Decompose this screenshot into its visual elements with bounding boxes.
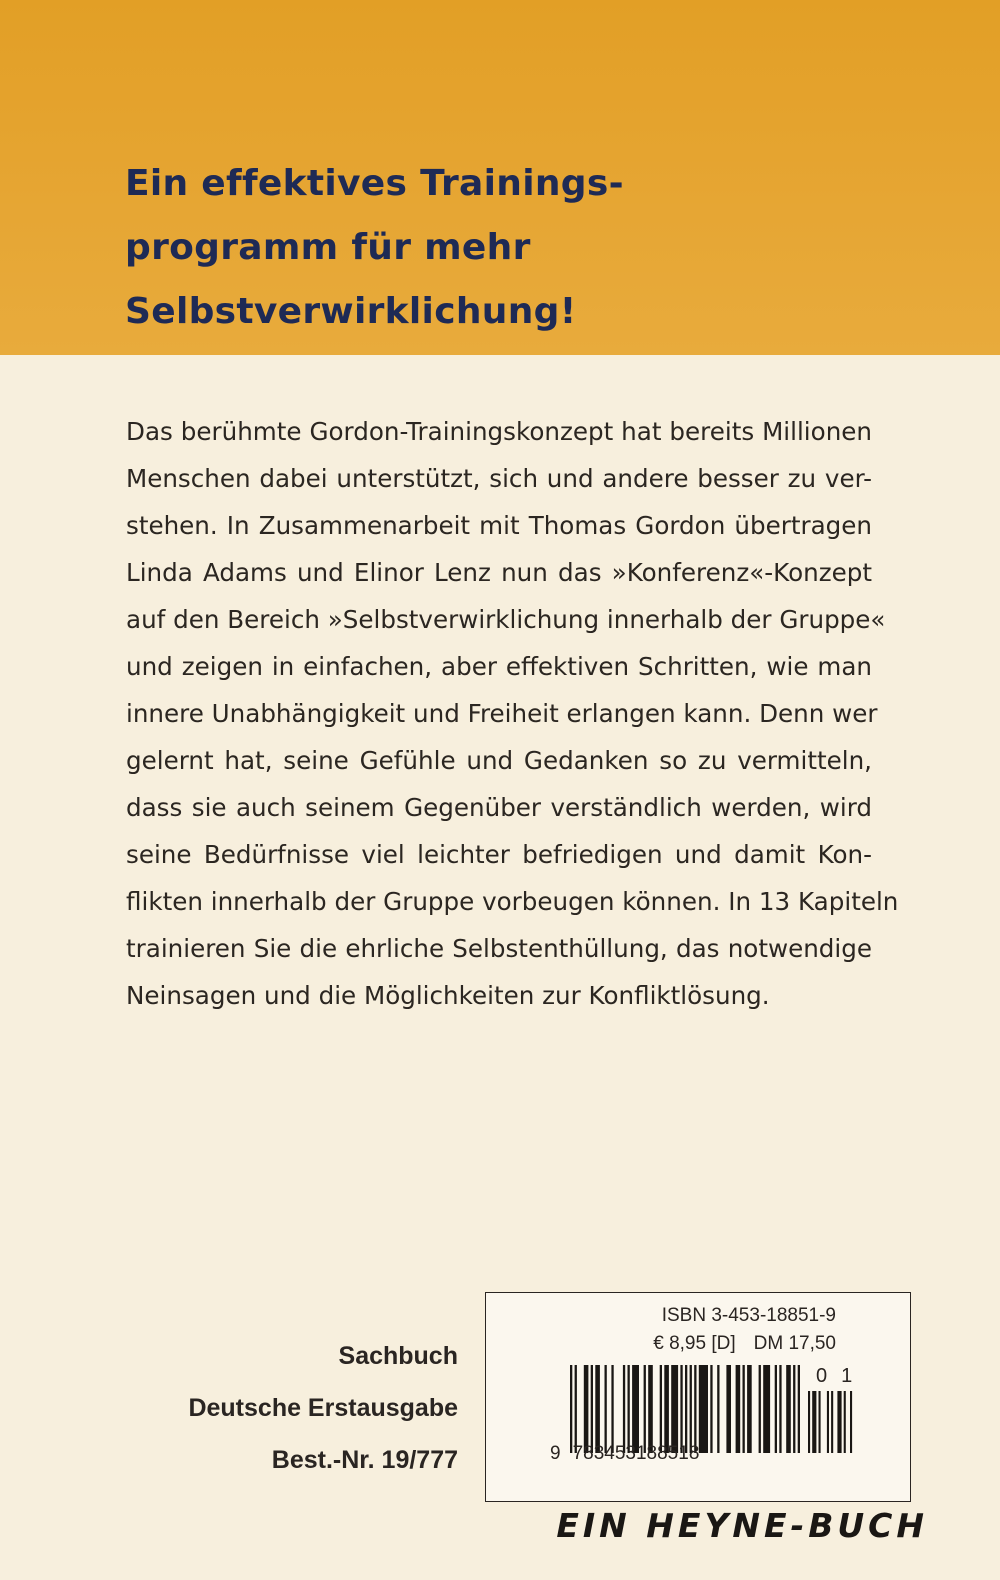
- barcode-bar: [736, 1365, 741, 1453]
- barcode-bar: [759, 1365, 761, 1453]
- barcode-bar: [808, 1391, 810, 1453]
- barcode-bar: [680, 1365, 682, 1453]
- text-line: auf den Bereich »Selbstverwirklichung innerhalb der Gruppe«: [126, 605, 886, 634]
- barcode-icon: [570, 1365, 802, 1453]
- barcode-addon-digits: 01: [816, 1365, 867, 1387]
- barcode-bar: [591, 1365, 593, 1453]
- barcode-bar: [747, 1365, 752, 1453]
- imprint-edition: Deutsche Erstausgabe: [188, 1394, 458, 1422]
- imprint-order-number: Best.-Nr. 19/777: [271, 1446, 458, 1474]
- barcode-bar: [699, 1365, 708, 1453]
- barcode-bar: [671, 1365, 678, 1453]
- barcode-bar: [827, 1391, 829, 1453]
- text-line: Neinsagen und die Möglichkeiten zur Konfliktlösung.: [126, 981, 770, 1010]
- barcode-bar: [648, 1365, 653, 1453]
- text-line: Linda Adams und Elinor Lenz nun das »Konferenz«-Konzept: [126, 558, 872, 587]
- price-label: [622, 1333, 836, 1355]
- barcode-bar: [660, 1365, 662, 1453]
- barcode-bar: [812, 1391, 816, 1453]
- barcode-bar: [779, 1365, 781, 1453]
- text-line: trainieren Sie die ehrliche Selbstenthüllung, das notwendige: [126, 934, 872, 963]
- barcode-first-digit: 9: [550, 1443, 561, 1464]
- barcode-bar: [819, 1391, 821, 1453]
- barcode-bar: [743, 1365, 745, 1453]
- barcode-bar: [844, 1391, 846, 1453]
- barcode-digits: [550, 1443, 699, 1465]
- text-line: flikten innerhalb der Gruppe vorbeugen können. In 13 Kapiteln: [126, 887, 899, 916]
- barcode-bar: [793, 1365, 795, 1453]
- barcode-bar: [632, 1365, 639, 1453]
- barcode-bar: [775, 1365, 777, 1453]
- barcode-bar: [763, 1365, 770, 1453]
- text-line: stehen. In Zusammenarbeit mit Thomas Gordon übertragen: [126, 511, 872, 540]
- publisher-logo: EIN HEYNE-BUCH: [556, 1506, 928, 1545]
- barcode-bar: [710, 1365, 712, 1453]
- text-line: gelernt hat, seine Gefühle und Gedanken so zu vermitteln,: [126, 746, 872, 775]
- barcode-bar: [694, 1365, 696, 1453]
- headline-line: Ein effektives Trainings-: [125, 163, 624, 204]
- headline-line: Selbstverwirklichung!: [125, 291, 577, 332]
- barcode-bar: [664, 1365, 669, 1453]
- description-text: [126, 408, 899, 1019]
- text-line: Das berühmte Gordon-Trainingskonzept hat bereits Millionen: [126, 417, 872, 446]
- barcode-bar: [726, 1365, 731, 1453]
- headline: [125, 152, 945, 344]
- barcode-bar: [575, 1365, 577, 1453]
- barcode-bar: [850, 1391, 852, 1453]
- barcode-bar: [595, 1365, 600, 1453]
- barcode-number: 783453188518: [572, 1443, 700, 1464]
- headline-line: programm für mehr: [125, 227, 531, 268]
- barcode-bar: [685, 1365, 687, 1453]
- text-line: und zeigen in einfachen, aber effektiven Schritten, wie man: [126, 652, 872, 681]
- barcode-bar: [837, 1391, 841, 1453]
- barcode-bar: [717, 1365, 719, 1453]
- barcode-bar: [584, 1365, 589, 1453]
- text-line: innere Unabhängigkeit und Freiheit erlangen kann. Denn wer: [126, 699, 878, 728]
- barcode-bar: [831, 1391, 833, 1453]
- price-dm: DM 17,50: [753, 1333, 836, 1354]
- barcode-bar: [798, 1365, 800, 1453]
- barcode-bar: [690, 1365, 692, 1453]
- text-line: Menschen dabei unterstützt, sich und andere besser zu ver-: [126, 464, 872, 493]
- barcode-bar: [786, 1365, 791, 1453]
- price-eur: € 8,95 [D]: [653, 1333, 736, 1354]
- imprint-block: [38, 1330, 458, 1486]
- text-line: dass sie auch seinem Gegenüber verständlich werden, wird: [126, 793, 872, 822]
- barcode-bar: [644, 1365, 646, 1453]
- barcode-bar: [611, 1365, 613, 1453]
- barcode-box: [485, 1292, 911, 1502]
- isbn-label: ISBN 3-453-18851-9: [661, 1305, 836, 1326]
- imprint-category: Sachbuch: [338, 1342, 458, 1370]
- text-line: seine Bedürfnisse viel leichter befriedigen und damit Kon-: [126, 840, 872, 869]
- barcode-addon-icon: [808, 1391, 854, 1453]
- barcode-bar: [605, 1365, 607, 1453]
- barcode-bar: [623, 1365, 625, 1453]
- barcode-bar: [570, 1365, 572, 1453]
- barcode-bar: [628, 1365, 630, 1453]
